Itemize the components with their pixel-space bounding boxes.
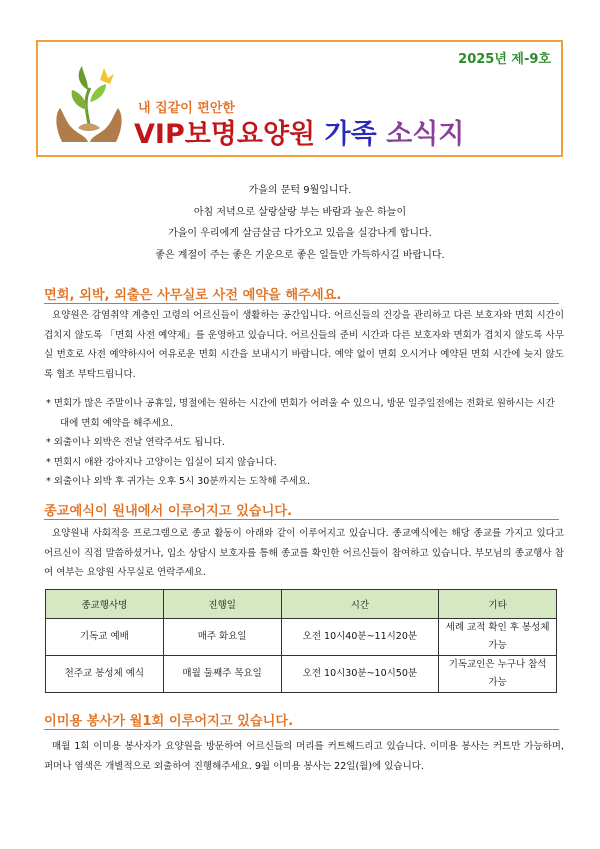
section-divider	[44, 303, 559, 304]
newsletter-title	[134, 112, 464, 151]
section-divider	[44, 519, 559, 520]
table-cell: 천주교 봉성체 예식	[46, 656, 164, 693]
section-heading-religion: 종교예식이 원내에서 이루어지고 있습니다.	[44, 504, 293, 519]
issue-number: 2025년 제-9호	[458, 52, 551, 67]
title-newsletter: 소식지	[386, 119, 465, 150]
greeting-line: 가을의 문턱 9월입니다.	[248, 185, 352, 196]
section-heading-visits: 면회, 외박, 외출은 사무실로 사전 예약을 해주세요.	[44, 288, 342, 303]
table-cell: 매월 둘째주 목요일	[163, 656, 281, 693]
newsletter-header	[36, 40, 563, 157]
greeting-message	[0, 180, 600, 266]
table-row	[46, 619, 557, 656]
greeting-line: 좋은 계절이 주는 좋은 기운으로 좋은 일들만 가득하시길 바랍니다.	[155, 249, 445, 261]
section-heading-haircut: 이미용 봉사가 월1회 이루어지고 있습니다.	[44, 714, 294, 729]
table-cell: 기독교 예배	[46, 619, 164, 656]
list-item: * 면회가 많은 주말이나 공휴일, 명절에는 원하는 시간에 면회가 어려울 수 있으니, 방문 일주일전에는 전화로 원하시는 시간대에 면회 예약을 해주세요.	[46, 398, 555, 429]
title-facility-name: VIP보명요양원	[134, 119, 316, 150]
table-row	[46, 656, 557, 693]
list-item: * 면회시 애완 강아지나 고양이는 입실이 되지 않습니다.	[46, 456, 277, 468]
column-header: 시간	[281, 590, 439, 619]
title-family: 가족	[324, 119, 377, 150]
greeting-line: 아침 저녁으로 살랑살랑 부는 바람과 높은 하늘이	[193, 206, 407, 218]
section-divider	[44, 729, 559, 730]
table-cell: 기독교인은 누구나 참석 가능	[439, 656, 557, 693]
table-cell: 매주 화요일	[163, 619, 281, 656]
section-paragraph-haircut: 매월 1회 이미용 봉사자가 요양원을 방문하여 어르신들의 머리를 커트해드리고 있습니다. 이미용 봉사는 커트만 가능하며, 퍼머나 염색은 개별적으로 외출하여 진행해주세요. 9월 이미용 봉사는 22일(월)에 있습니다.	[44, 741, 564, 772]
column-header: 진행일	[163, 590, 281, 619]
visit-rules-list	[46, 394, 561, 492]
section-paragraph-religion: 요양원내 사회적응 프로그램으로 종교 활동이 아래와 같이 이루어지고 있습니다. 종교예식에는 해당 종교를 가지고 있다고 어르신이 직접 말씀하셨거나, 입소 상담시 보호자를 통해 종교를 확인한 어르신들이 참여하고 있습니다. 부모님의 종교행사 참여 여부는 요양원 사무실로 연락주세요.	[44, 528, 564, 578]
table-cell: 세례 교적 확인 후 봉성체 가능	[439, 619, 557, 656]
table-header-row	[46, 590, 557, 619]
religious-events-table	[45, 589, 557, 693]
list-item: * 외출이나 외박은 전날 연락주셔도 됩니다.	[46, 437, 225, 448]
table-cell: 오전 10시40분~11시20분	[281, 619, 439, 656]
column-header: 종교행사명	[46, 590, 164, 619]
table-cell: 오전 10시30분~10시50분	[281, 656, 439, 693]
section-paragraph-visits: 요양원은 감염취약 계층인 고령의 어르신들이 생활하는 공간입니다. 어르신들의 건강을 관리하고 다른 보호자와 면회 시간이 겹치지 않도록 「면회 사전 예약제」를 운영하고 있습니다. 어르신들의 준비 시간과 다른 보호자와 면회가 겹치지 않도록 사무실 번호로 사전 예약하시어 여유로운 면회 시간을 보내시기 바랍니다. 예약 없이 면회 오시거나 예약된 면회 시간에 늦지 않도록 협조 부탁드립니다.	[44, 310, 564, 380]
column-header: 기타	[439, 590, 557, 619]
greeting-line: 가을이 우리에게 살금살금 다가오고 있음을 실감나게 합니다.	[168, 228, 432, 239]
hands-sprout-logo-icon	[48, 50, 130, 150]
header-subtitle: 내 집같이 편안한	[138, 101, 235, 116]
list-item: * 외출이나 외박 후 귀가는 오후 5시 30분까지는 도착해 주세요.	[46, 476, 311, 487]
